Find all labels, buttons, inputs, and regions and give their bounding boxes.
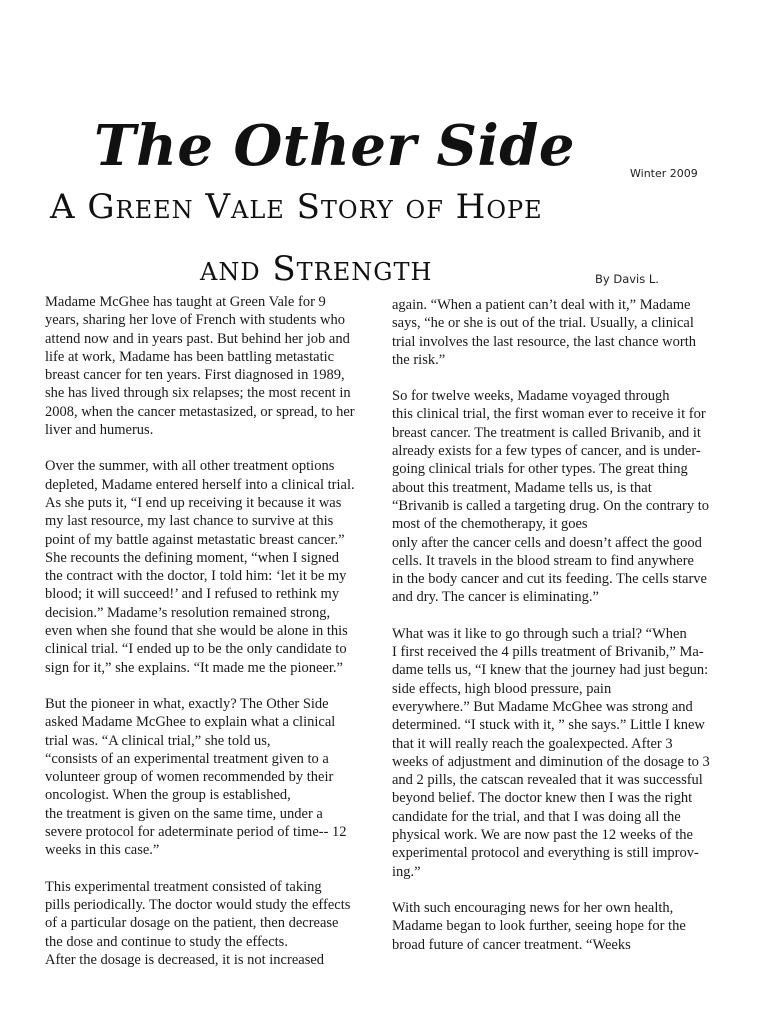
- paragraph: But the pioneer in what, exactly? The Other Side asked Madame McGhee to explain what a clinical trial was. “A clinical trial,” she told us, “consists of an experimental treatment given to a volunteer group of women recommended by their oncologist. When the group is established, the treatment is given on the same time, under a severe protocol for adeterminate period of time-- 12 weeks in this case.”: [45, 695, 347, 859]
- paragraph: With such encouraging news for her own health, Madame began to look further, seeing hope for the broad future of cancer treatment. “Weeks: [392, 899, 686, 953]
- issue-date: Winter 2009: [630, 167, 698, 180]
- paragraph: again. “When a patient can’t deal with it,” Madame says, “he or she is out of the trial. Usually, a clinical trial involves the last resource, the last chance worth the risk.”: [392, 297, 696, 368]
- article-column-left: [45, 293, 375, 969]
- paragraph: What was it like to go through such a trial? “When I first received the 4 pills treatment of Brivanib,” Ma- dame tells us, “I knew that the journey had just begun: side effects, high blood pressure, pain everywhere.” But Madame McGhee was strong and determined. “I stuck with it, ” she says.” Little I knew that it will really reach the goalexpected. After 3 weeks of adjustment and diminution of the dosage to 3 and 2 pills, the catscan revealed that it was successful beyond belief. The doctor knew then I was the right candidate for the trial, and that I was doing all the physical work. We are now past the 12 weeks of the experimental protocol and everything is still improv- ing.”: [392, 625, 710, 880]
- article-subtitle-line-1: A Green Vale Story of Hope: [50, 187, 543, 227]
- paragraph: Madame McGhee has taught at Green Vale for 9 years, sharing her love of French with students who attend now and in years past. But behind her job and life at work, Madame has been battling metastatic breast cancer for ten years. First diagnosed in 1989, she has lived through six relapses; the most recent in 2008, when the cancer metastasized, or spread, to her liver and humerus.: [45, 294, 355, 439]
- paragraph: Over the summer, with all other treatment options depleted, Madame entered herself into a clinical trial. As she puts it, “I end up receiving it because it was my last resource, my last chance to survive at this point of my battle against metastatic breast cancer.” She recounts the defining moment, “when I signed the contract with the doctor, I told him: ‘let it be my blood; it will succeed!’ and I refused to rethink my decision.” Madame’s resolution remained strong, even when she found that she would be alone in this clinical trial. “I ended up to be the only candidate to sign for it,” she explains. “It made me the pioneer.”: [45, 458, 355, 676]
- paragraph: So for twelve weeks, Madame voyaged through this clinical trial, the first woman ever to receive it for breast cancer. The treatment is called Brivanib, and it already exists for a few types of cancer, and is under- going clinical trials for other types. The great thing about this treatment, Madame tells us, is that “Brivanib is called a targeting drug. On the contrary to most of the chemotherapy, it goes only after the cancer cells and doesn’t affect the good cells. It travels in the blood stream to find anywhere in the body cancer and cut its feeding. The cells starve and dry. The cancer is eliminating.”: [392, 388, 710, 606]
- paragraph: This experimental treatment consisted of taking pills periodically. The doctor would study the effects of a particular dosage on the patient, then decrease the dose and continue to study the effects. After the dosage is decreased, it is not increased: [45, 878, 351, 968]
- article-column-right: [392, 296, 727, 954]
- newsletter-title: The Other Side: [94, 113, 576, 179]
- article-subtitle-line-2: and Strength: [200, 249, 433, 289]
- byline: By Davis L.: [595, 272, 659, 286]
